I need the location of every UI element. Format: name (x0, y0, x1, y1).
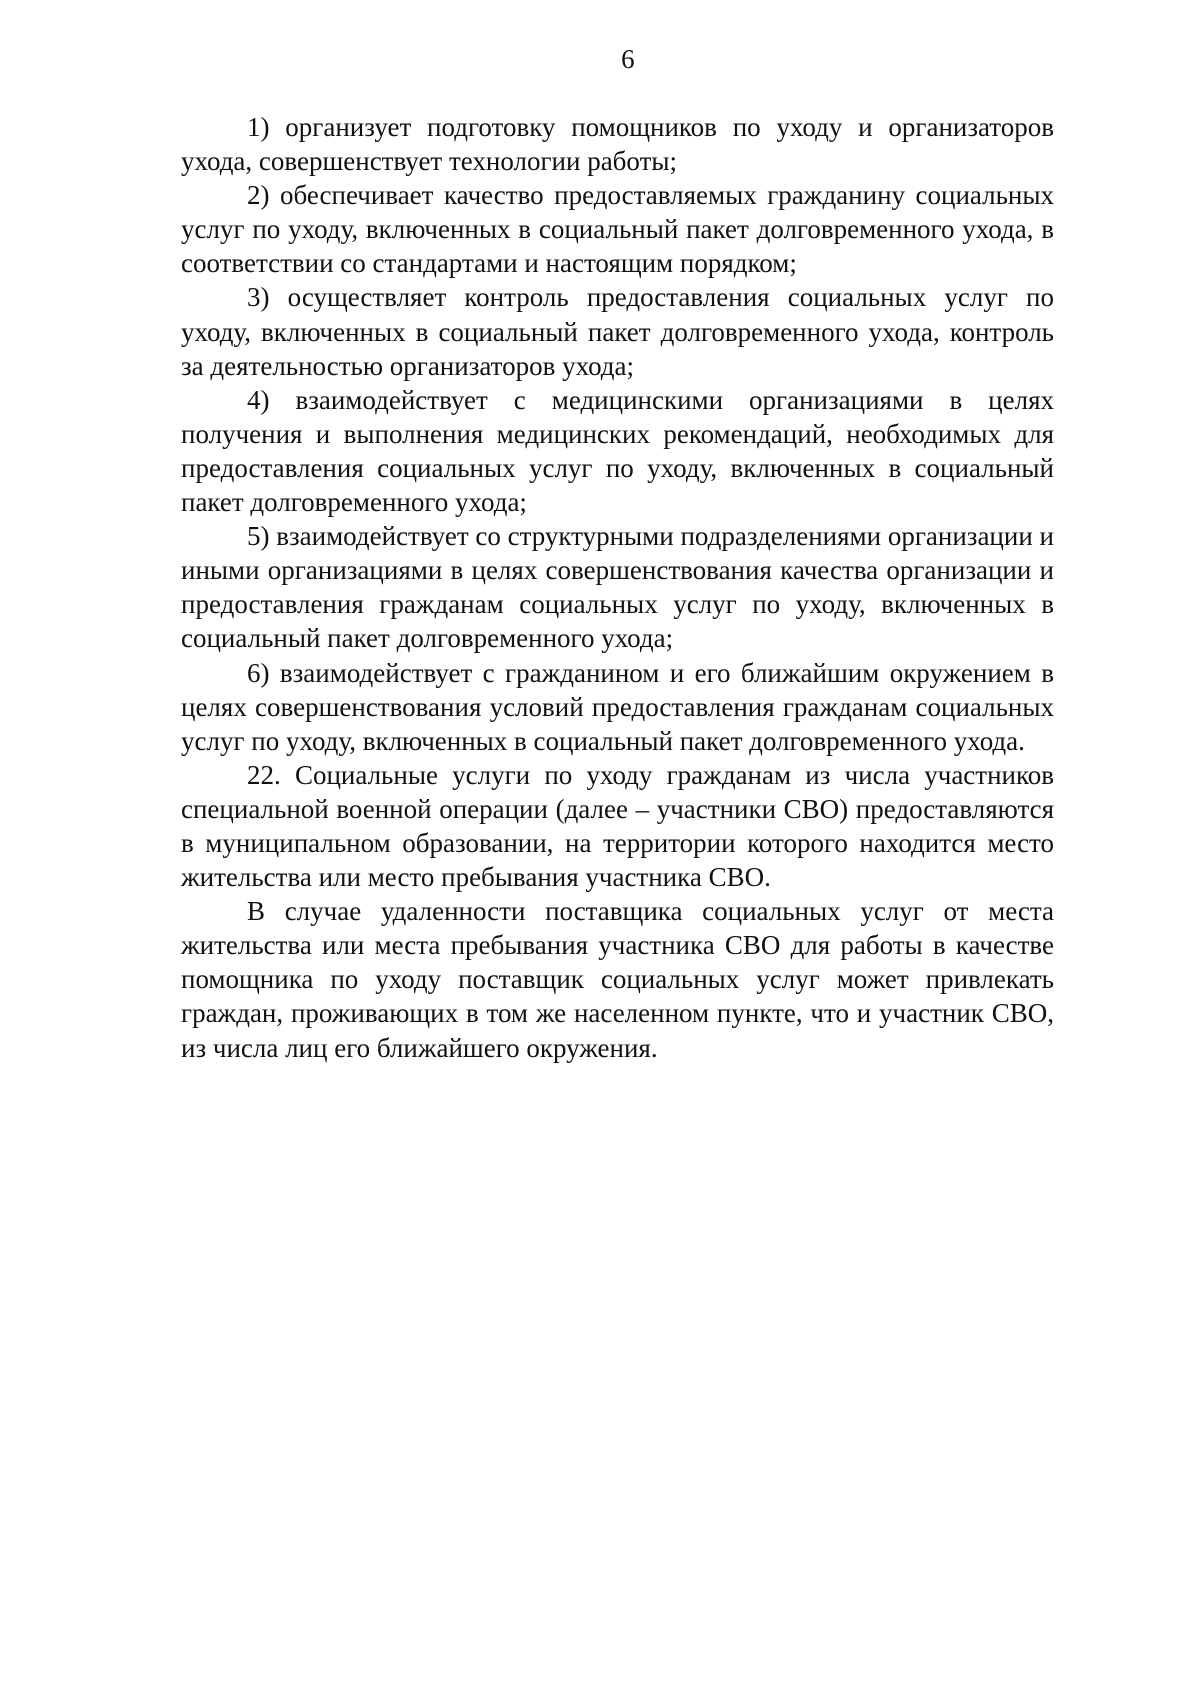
paragraph-distance-case: В случае удаленности поставщика социальных услуг от места жительства или места пребывания участника СВО для работы в качестве помощника по уходу поставщик социальных услуг может привлекать граждан, проживающих в том же населенном пункте, что и участник СВО, из числа лиц его ближайшего окружения. (181, 896, 1054, 1063)
paragraph-section-22: 22. Социальные услуги по уходу гражданам из числа участников специальной военной операции (далее – участники СВО) предоставляются в муниципальном образовании, на территории которого находится место жительства или место пребывания участника СВО. (181, 759, 1054, 893)
paragraph-item-1: 1) организует подготовку помощников по уходу и организаторов ухода, совершенствует технологии работы; (181, 112, 1054, 177)
document-body (181, 110, 1054, 1065)
paragraph-item-5: 5) взаимодействует со структурными подразделениями организации и иными организациями в целях совершенствования качества организации и предоставления гражданам социальных услуг по уходу, включенных в социальный пакет долговременного ухода; (181, 521, 1054, 654)
page-number: 6 (621, 44, 635, 74)
paragraph-item-4: 4) взаимодействует с медицинскими организациями в целях получения и выполнения медицинских рекомендаций, необходимых для предоставления социальных услуг по уходу, включенных в социальный пакет долговременного ухода; (181, 384, 1054, 518)
paragraph-item-6: 6) взаимодействует с гражданином и его ближайшим окружением в целях совершенствования условий предоставления гражданам социальных услуг по уходу, включенных в социальный пакет долговременного ухода. (181, 657, 1054, 756)
paragraph-item-2: 2) обеспечивает качество предоставляемых гражданину социальных услуг по уходу, включенных в социальный пакет долговременного ухода, в соответствии со стандартами и настоящим порядком; (181, 180, 1054, 279)
paragraph-item-3: 3) осуществляет контроль предоставления социальных услуг по уходу, включенных в социальный пакет долговременного ухода, контроль за деятельностью организаторов ухода; (181, 282, 1054, 381)
